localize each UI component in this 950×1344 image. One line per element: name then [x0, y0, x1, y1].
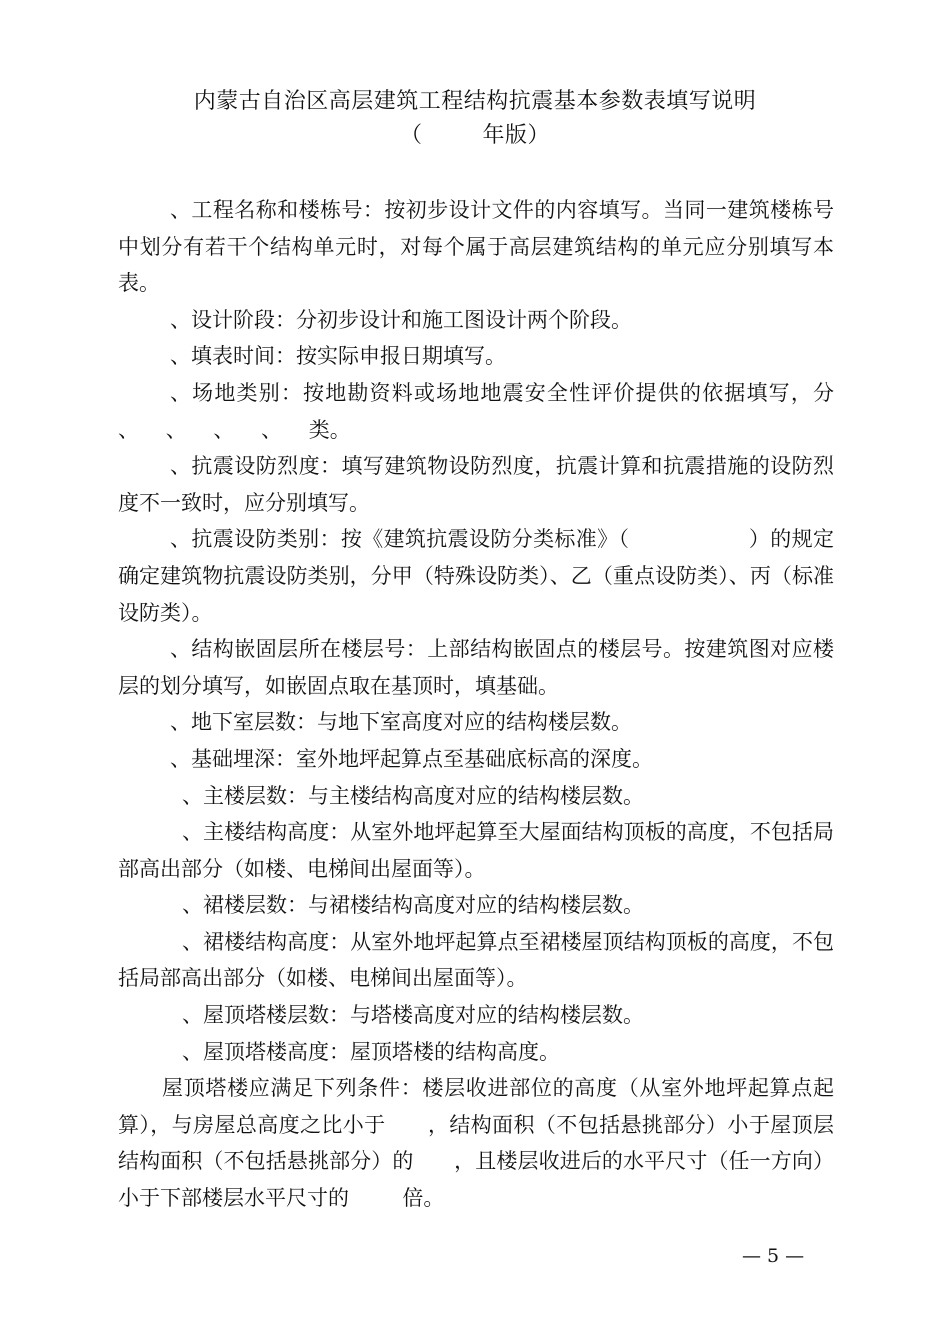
- title-line-2-year-edition: （ 年版）: [400, 123, 550, 148]
- document-title: [0, 85, 950, 153]
- paragraph-podium-floors: 、裙楼层数：与裙楼结构高度对应的结构楼层数。: [182, 893, 644, 918]
- paragraph-main-floors: 、主楼层数：与主楼结构高度对应的结构楼层数。: [182, 783, 644, 808]
- paragraph-fortification-category: 、抗震设防类别：按《建筑抗震设防分类标准》（ ）的规定确定建筑物抗震设防类别，分甲（特殊设防类）、乙（重点设防类）、丙（标准设防类）。: [118, 527, 834, 625]
- paragraph-embedded-floor: 、结构嵌固层所在楼层号：上部结构嵌固点的楼层号。按建筑图对应楼层的划分填写，如嵌固点取在基顶时，填基础。: [118, 637, 834, 698]
- paragraph-podium-height: 、裙楼结构高度：从室外地坪起算点至裙楼屋顶结构顶板的高度，不包括局部高出部分（如楼、电梯间出屋面等）。: [118, 929, 834, 991]
- paragraph-roof-tower-height: 、屋顶塔楼高度：屋顶塔楼的结构高度。: [182, 1039, 560, 1064]
- page-number: — 5 —: [742, 1245, 805, 1267]
- paragraph-fill-time: 、填表时间：按实际申报日期填写。: [170, 344, 506, 369]
- document-body: [118, 192, 861, 1217]
- paragraph-foundation-depth: 、基础埋深：室外地坪起算点至基础底标高的深度。: [170, 746, 653, 771]
- paragraph-roof-tower-floors: 、屋顶塔楼层数：与塔楼高度对应的结构楼层数。: [182, 1003, 644, 1028]
- paragraph-fortification-intensity: 、抗震设防烈度：填写建筑物设防烈度，抗震计算和抗震措施的设防烈度不一致时，应分别填写。: [118, 454, 834, 515]
- paragraph-site-category: 、场地类别：按地勘资料或场地地震安全性评价提供的依据填写，分 、 、 、 、 类。: [118, 380, 861, 442]
- paragraph-basement-floors: 、地下室层数：与地下室高度对应的结构楼层数。: [170, 710, 632, 735]
- paragraph-design-stage: 、设计阶段：分初步设计和施工图设计两个阶段。: [170, 307, 632, 332]
- title-line-1: 内蒙古自治区高层建筑工程结构抗震基本参数表填写说明: [193, 89, 757, 114]
- paragraph-roof-tower-conditions: 屋顶塔楼应满足下列条件：楼层收进部位的高度（从室外地坪起算点起算），与房屋总高度之比小于 ，结构面积（不包括悬挑部分）小于屋顶层结构面积（不包括悬挑部分）的 ，且楼层收进后的水平尺寸（任一方向）小于下部楼层水平尺寸的 倍。: [118, 1076, 834, 1211]
- paragraph-main-height: 、主楼结构高度：从室外地坪起算至大屋面结构顶板的高度，不包括局部高出部分（如楼、电梯间出屋面等）。: [118, 820, 834, 881]
- paragraph-project-name: 、工程名称和楼栋号：按初步设计文件的内容填写。当同一建筑楼栋号中划分有若干个结构单元时，对每个属于高层建筑结构的单元应分别填写本表。: [118, 198, 834, 296]
